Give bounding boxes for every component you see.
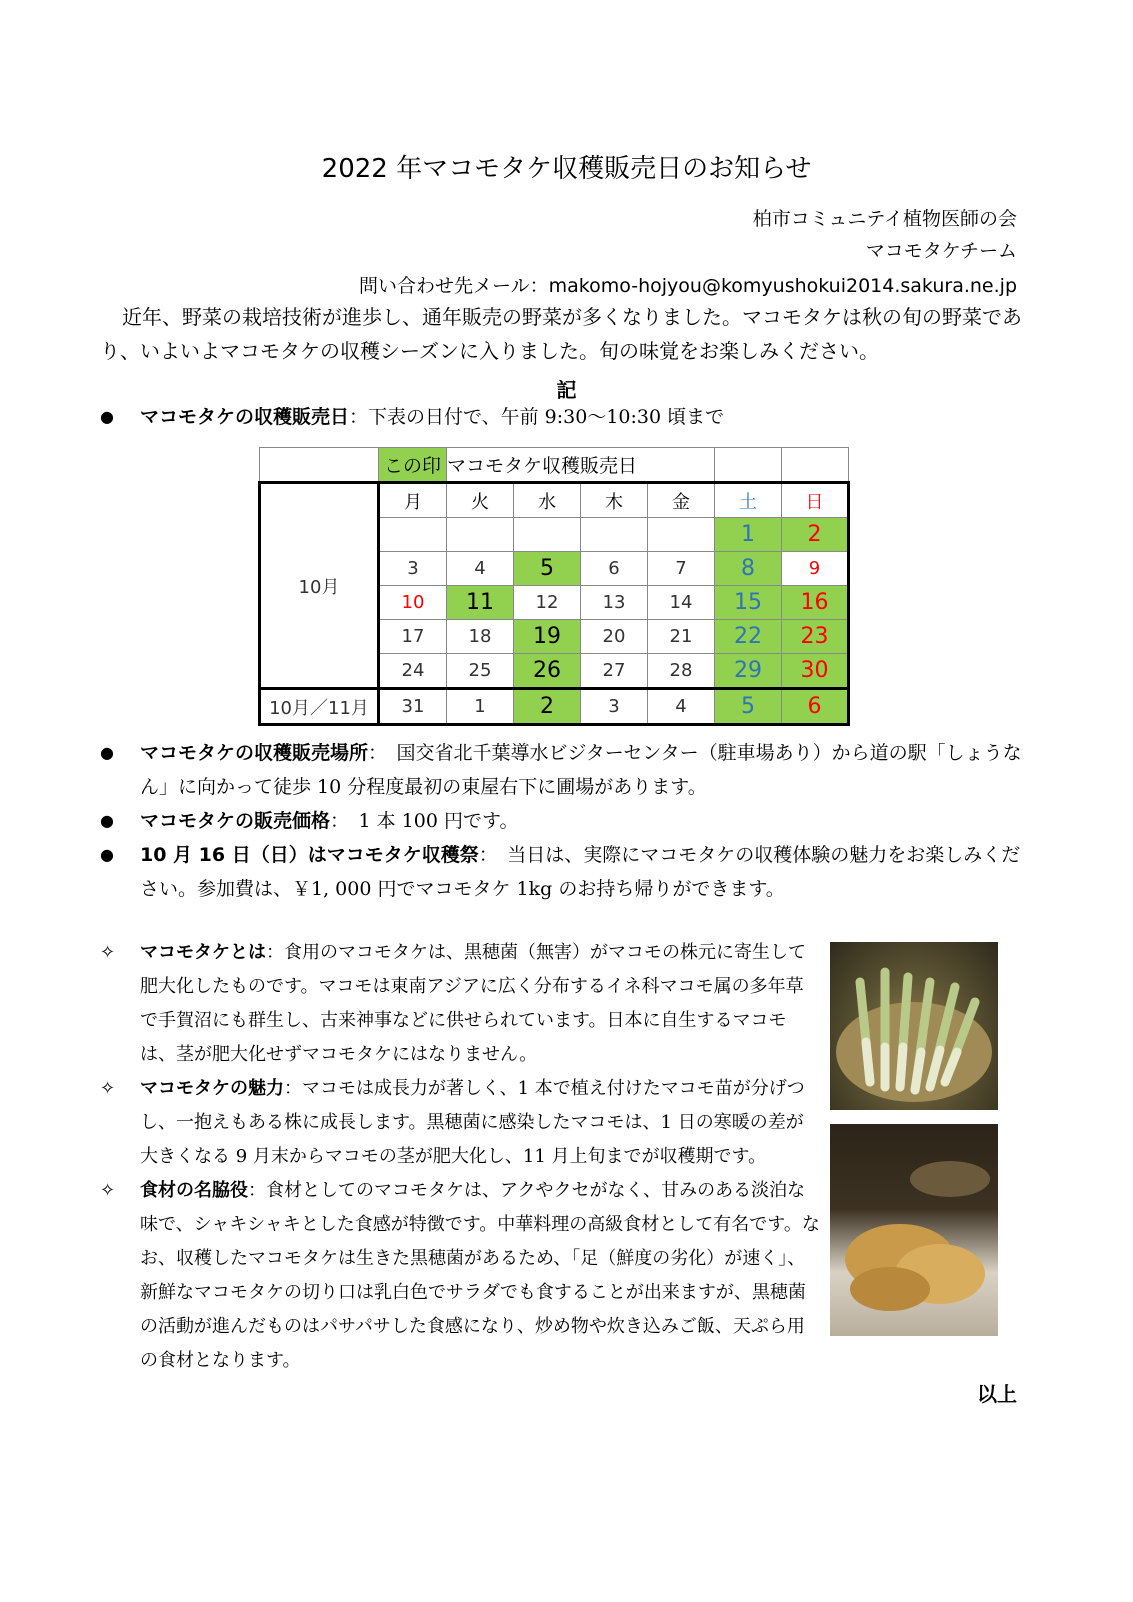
calendar-cell: 18: [447, 620, 514, 654]
calendar-cell: 5: [514, 552, 581, 586]
bullet-label: マコモタケの販売価格: [140, 810, 331, 832]
photo-makomotake-basket: [830, 942, 998, 1110]
diamond-icon: ✧: [100, 942, 116, 963]
day-header: 金: [648, 483, 715, 518]
calendar-cell: 4: [447, 552, 514, 586]
legend-mark: この印: [379, 448, 447, 483]
bullet-icon: ●: [100, 811, 114, 830]
calendar-cell: 19: [514, 620, 581, 654]
legend-text: マコモタケ収穫販売日: [447, 448, 715, 483]
day-header: 火: [447, 483, 514, 518]
calendar-cell: 24: [379, 654, 447, 689]
calendar-cell: 28: [648, 654, 715, 689]
calendar-cell: 7: [648, 552, 715, 586]
day-header: 月: [379, 483, 447, 518]
calendar-cell: [447, 518, 514, 552]
calendar-cell: 16: [782, 586, 849, 620]
section-supporting-role: [100, 1174, 820, 1378]
calendar-cell: 15: [715, 586, 782, 620]
calendar-cell: 30: [782, 654, 849, 689]
section-appeal: [100, 1072, 820, 1174]
section-text: ：食材としてのマコモタケは、アクやクセがなく、甘みのある淡泊な味で、シャキシャキとした食感が特徴です。中華料理の高級食材として有名です。なお、収穫したマコモタケは生きた黒穂菌があるため、「足（鮮度の劣化）が速く」、新鮮なマコモタケの切り口は乳白色でサラダでも食することが出来ますが、黒穂菌の活動が進んだものはパサパサした食感になり、炒め物や炊き込みご飯、天ぷら用の食材となります。: [140, 1180, 820, 1371]
bullet-label: マコモタケの収穫販売日: [140, 406, 350, 428]
day-header: 水: [514, 483, 581, 518]
bullet-icon: ●: [100, 845, 114, 864]
calendar-cell: [379, 518, 447, 552]
bullet-label: マコモタケの収穫販売場所: [140, 742, 369, 764]
diamond-icon: ✧: [100, 1078, 116, 1099]
page-title: 2022 年マコモタケ収穫販売日のお知らせ: [321, 154, 812, 184]
calendar-cell: 8: [715, 552, 782, 586]
calendar-cell: 11: [447, 586, 514, 620]
section-text: ：マコモは成長力が著しく、1 本で植え付けたマコモ苗が分げつし、一抱えもある株に成長します。黒穂菌に感染したマコモは、1 日の寒暖の差が大きくなる 9 月末からマコモの茎が肥大化し、11 月上旬までが収穫期です。: [140, 1078, 805, 1167]
calendar-cell: 2: [782, 518, 849, 552]
calendar-cell: 1: [715, 518, 782, 552]
calendar-cell: 3: [581, 689, 648, 725]
contact-email: 問い合わせ先メール：makomo-hojyou@komyushokui2014.sakura.ne.jp: [359, 275, 1017, 297]
ki-heading: 記: [556, 378, 577, 402]
bullet-price: [100, 804, 1030, 838]
section-label: マコモタケの魅力: [140, 1078, 284, 1099]
calendar-cell: [581, 518, 648, 552]
calendar-cell: 6: [581, 552, 648, 586]
day-header: 日: [782, 483, 849, 518]
section-label: 食材の名脇役: [140, 1180, 248, 1201]
bullet-text: ： 1 本 100 円です。: [330, 810, 519, 832]
month-label-oct: 10月: [260, 483, 379, 689]
bullet-text: ： 国交省北千葉導水ビジターセンター（駐車場あり）から道の駅「しょうなん」に向かって徒歩 10 分程度最初の東屋右下に圃場があります。: [140, 742, 1022, 798]
month-label-octnov: 10月／11月: [260, 689, 379, 725]
calendar-cell: 10: [379, 586, 447, 620]
section-text: ：食用のマコモタケは、黒穂菌（無害）がマコモの株元に寄生して肥大化したものです。マコモは東南アジアに広く分布するイネ科マコモ属の多年草で手賀沼にも群生し、古来神事などに供せられています。日本に自生するマコモは、茎が肥大化せずマコモタケにはなりません。: [140, 942, 806, 1065]
calendar-cell: 2: [514, 689, 581, 725]
calendar-cell: 4: [648, 689, 715, 725]
bullet-label: 10 月 16 日（日）はマコモタケ収穫祭: [140, 844, 479, 866]
org-name: 柏市コミュニテイ植物医師の会: [752, 208, 1017, 230]
calendar-cell: 14: [648, 586, 715, 620]
bullet-text: ： 当日は、実際にマコモタケの収穫体験の魅力をお楽しみください。参加費は、￥1, 000 円でマコモタケ 1kg のお持ち帰りができます。: [140, 844, 1021, 900]
calendar-cell: 27: [581, 654, 648, 689]
calendar-cell: 1: [447, 689, 514, 725]
calendar-cell: 23: [782, 620, 849, 654]
calendar-cell: 12: [514, 586, 581, 620]
calendar-cell: 3: [379, 552, 447, 586]
section-what-is: [100, 936, 820, 1072]
calendar-cell: 6: [782, 689, 849, 725]
calendar-cell: 21: [648, 620, 715, 654]
day-header: 木: [581, 483, 648, 518]
calendar-cell: 25: [447, 654, 514, 689]
calendar-cell: 22: [715, 620, 782, 654]
calendar-cell: 31: [379, 689, 447, 725]
team-name: マコモタケチーム: [865, 240, 1017, 262]
calendar-cell: 29: [715, 654, 782, 689]
diamond-icon: ✧: [100, 1180, 116, 1201]
calendar-cell: 9: [782, 552, 849, 586]
calendar-cell: 5: [715, 689, 782, 725]
calendar-cell: [648, 518, 715, 552]
harvest-calendar: [258, 447, 850, 726]
bullet-location: [100, 736, 1030, 804]
bullet-sales-date: [100, 400, 1030, 434]
section-label: マコモタケとは: [140, 942, 266, 963]
intro-paragraph: 近年、野菜の栽培技術が進歩し、通年販売の野菜が多くなりました。マコモタケは秋の旬の野菜であり、いよいよマコモタケの収穫シーズンに入りました。旬の味覚をお楽しみください。: [100, 305, 1022, 363]
calendar-cell: 20: [581, 620, 648, 654]
calendar-cell: 13: [581, 586, 648, 620]
bullet-festival: [100, 838, 1030, 906]
closing-ijou: 以上: [977, 1382, 1017, 1406]
calendar-cell: 17: [379, 620, 447, 654]
calendar-cell: [514, 518, 581, 552]
photo-makomotake-tempura: [830, 1124, 998, 1336]
bullet-icon: ●: [100, 743, 114, 762]
bullet-text: ：下表の日付で、午前 9:30～10:30 頃まで: [349, 406, 725, 428]
bullet-icon: ●: [100, 407, 114, 426]
calendar-cell: 26: [514, 654, 581, 689]
day-header: 土: [715, 483, 782, 518]
